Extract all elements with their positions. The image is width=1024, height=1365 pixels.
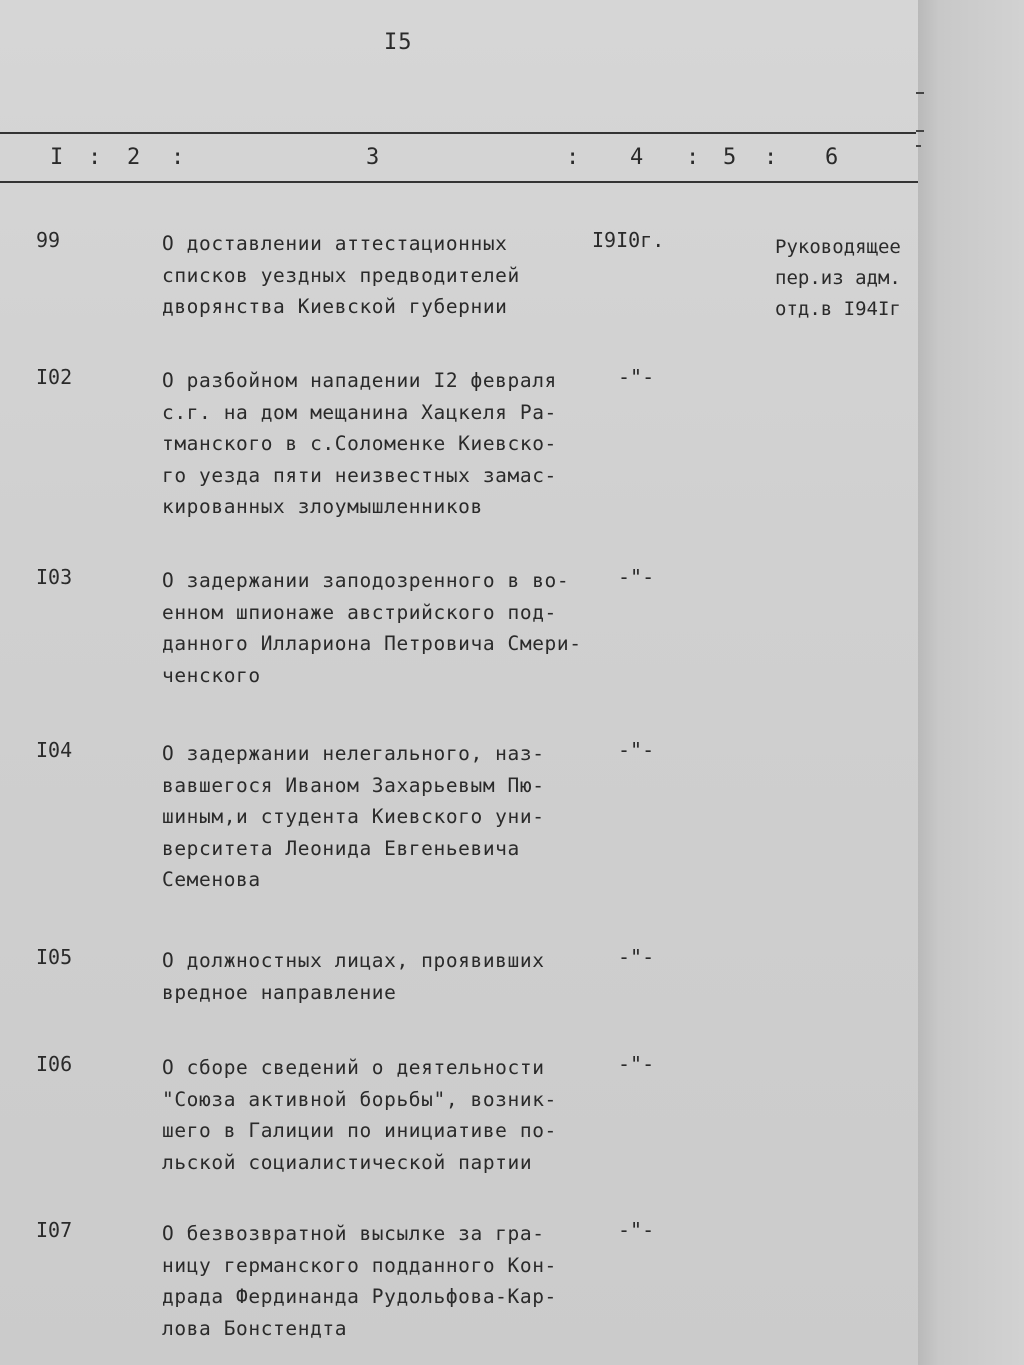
column-header-separator: :: [88, 145, 102, 170]
entry-number: I05: [36, 945, 73, 969]
column-header-4: 4: [630, 145, 644, 170]
entry-number: I06: [36, 1052, 73, 1076]
entry-date: -"-: [618, 1218, 655, 1242]
entry-title: О должностных лицах, проявивших вредное направление: [162, 949, 545, 1004]
column-header-separator: :: [764, 145, 778, 170]
column-header-2: 2: [127, 145, 141, 170]
next-page-edge: [918, 0, 1024, 1365]
entry-number: I04: [36, 738, 73, 762]
entry-number: I03: [36, 565, 73, 589]
column-header-separator: :: [686, 145, 700, 170]
entry-title: О задержании нелегального, наз- вавшегося Иваном Захарьевым Пю- шиным,и студента Киевского уни- верситета Леонида Евгеньевича Семенова: [162, 742, 545, 891]
entry-date: -"-: [618, 365, 655, 389]
column-header-separator: :: [566, 145, 580, 170]
header-top-rule: [0, 132, 916, 134]
margin-tick-mark: [916, 130, 924, 132]
entry-note: Руководящее пер.из адм. отд.в I94Iг: [775, 236, 901, 320]
column-header-1: I: [50, 145, 64, 170]
header-bottom-rule: [0, 181, 918, 183]
page-number: I5: [384, 30, 413, 55]
entry-title: О доставлении аттестационных списков уездных предводителей дворянства Киевской губернии: [162, 232, 520, 318]
column-header-3: 3: [366, 145, 380, 170]
entry-date: -"-: [618, 1052, 655, 1076]
margin-tick-mark: [916, 145, 921, 147]
entry-title: О сборе сведений о деятельности "Союза активной борьбы", возник- шего в Галиции по инициативе по- льской социалистической партии: [162, 1056, 557, 1174]
column-header-5: 5: [723, 145, 737, 170]
entry-number: 99: [36, 228, 61, 252]
entry-date: -"-: [618, 945, 655, 969]
entry-date: -"-: [618, 565, 655, 589]
entry-date: -"-: [618, 738, 655, 762]
entry-number: I07: [36, 1218, 73, 1242]
margin-tick-mark: [916, 92, 924, 94]
entry-title: О задержании заподозренного в во- енном шпионаже австрийского под- данного Иллариона Петровича Смери- ченского: [162, 569, 582, 687]
column-header-separator: :: [171, 145, 185, 170]
entry-date: I9I0г.: [592, 228, 665, 252]
column-header-6: 6: [825, 145, 839, 170]
entry-title: О безвозвратной высылке за гра- ницу германского подданного Кон- драда Фердинанда Рудольфова-Кар- лова Бонстендта: [162, 1222, 557, 1340]
entry-number: I02: [36, 365, 73, 389]
entry-title: О разбойном нападении I2 февраля с.г. на дом мещанина Хацкеля Ра- тманского в с.Соломенке Киевско- го уезда пяти неизвестных замас- кированных злоумышленников: [162, 369, 557, 518]
